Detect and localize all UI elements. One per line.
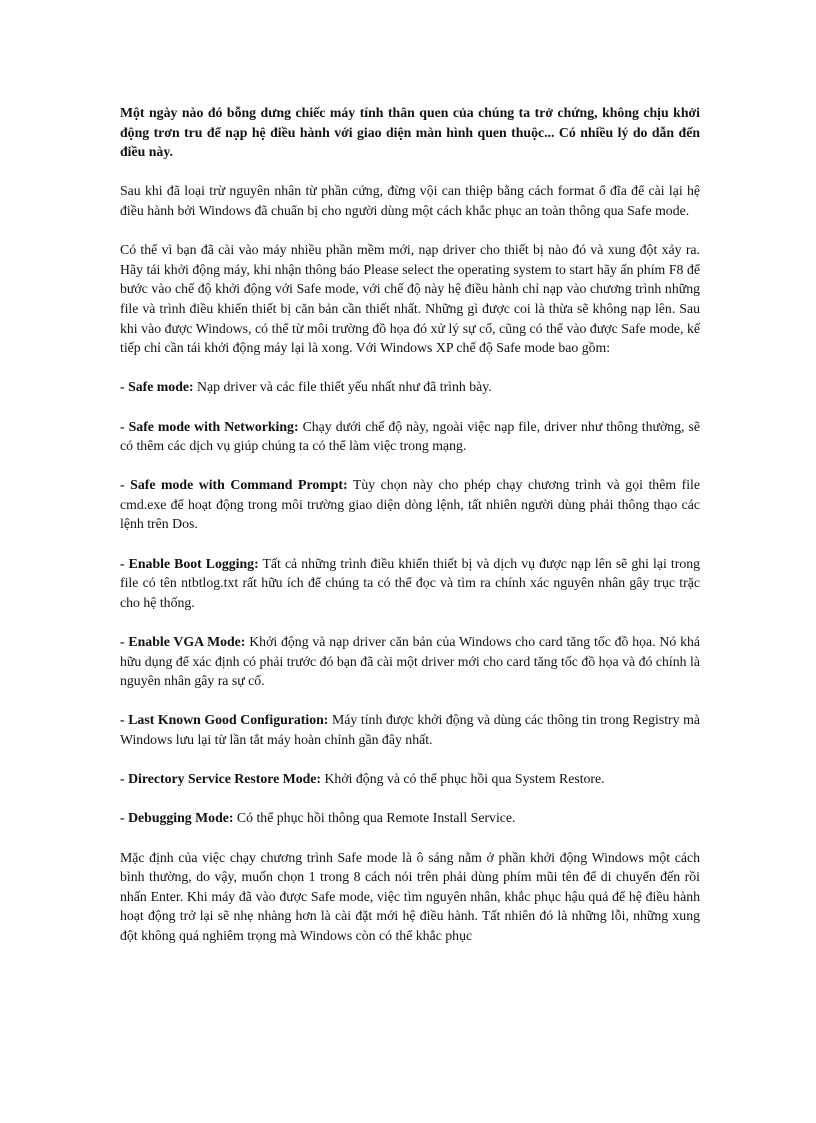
mode-term: Last Known Good Configuration: bbox=[128, 712, 329, 728]
mode-description: Tùy chọn này cho phép chạy chương trình và gọi thêm file cmd.exe để hoạt động trong môi trường giao diện dòng lệnh, tất nhiên người dùng phải thông thạo các lệnh trên Dos. bbox=[120, 477, 700, 532]
paragraph: Sau khi đã loại trừ nguyên nhân từ phần cứng, đừng vội can thiệp bằng cách format ổ đĩa để cài lại hệ điều hành bởi Windows đã chuẩn bị cho người dùng một cách khắc phục an toàn thông qua Safe mode. bbox=[120, 183, 700, 218]
mode-term: Directory Service Restore Mode: bbox=[128, 771, 322, 787]
mode-item-directory-service-restore bbox=[120, 769, 700, 789]
mode-item-enable-boot-logging bbox=[120, 554, 700, 613]
mode-term: Debugging Mode: bbox=[128, 810, 234, 826]
closing-paragraph: Mặc định của việc chạy chương trình Safe mode là ô sáng nằm ở phần khởi động Windows một cách bình thường, do vậy, muốn chọn 1 trong 8 cách nói trên phải dùng phím mũi tên để di chuyển đến rồi nhấn Enter. Khi máy đã vào được Safe mode, việc tìm nguyên nhân, khắc phục hậu quả để hệ điều hành hoạt động trở lại sẽ nhẹ nhàng hơn là cài đặt mới hệ điều hành. Tất nhiên đó là những lỗi, những xung đột không quá nghiêm trọng mà Windows còn có thể khắc phục bbox=[120, 849, 700, 943]
mode-item-debugging-mode bbox=[120, 808, 700, 828]
mode-item-safe-mode-command-prompt bbox=[120, 475, 700, 534]
mode-description: Chạy dưới chế độ này, ngoài việc nạp file, driver như thông thường, sẽ có thêm các dịch vụ giúp chúng ta có thể làm việc trong mạng. bbox=[120, 418, 701, 454]
mode-term: Safe mode with Networking: bbox=[128, 418, 299, 434]
intro-paragraph: Một ngày nào đó bỗng dưng chiếc máy tính thân quen của chúng ta trở chứng, không chịu khởi động trơn tru để nạp hệ điều hành với giao diện màn hình quen thuộc... Có nhiều lý do dẫn đến điều này. bbox=[120, 105, 700, 160]
mode-description: Khởi động và nạp driver căn bản của Windows cho card tăng tốc đồ họa. Nó khá hữu dụng để xác định có phải trước đó bạn đã cài một driver mới cho card tăng tốc đồ họa và đó chính là nguyên nhân gây ra sự cố. bbox=[120, 634, 701, 689]
list-dash: - bbox=[120, 634, 125, 650]
mode-item-safe-mode-networking bbox=[120, 417, 700, 456]
mode-term: Enable VGA Mode: bbox=[128, 634, 246, 650]
mode-description: Nạp driver và các file thiết yếu nhất như đã trình bày. bbox=[197, 379, 492, 395]
mode-description: Tất cả những trình điều khiển thiết bị và dịch vụ được nạp lên sẽ ghi lại trong file có tên ntbtlog.txt rất hữu ích để chúng ta có thể đọc và tìm ra chính xác nguyên nhân gây trục trặc cho hệ thống. bbox=[120, 555, 701, 610]
mode-description: Máy tính được khởi động và dùng các thông tin trong Registry mà Windows lưu lại từ lần tắt máy hoàn chỉnh gần đây nhất. bbox=[120, 712, 701, 747]
mode-description: Khởi động và có thể phục hồi qua System Restore. bbox=[324, 771, 605, 787]
list-dash: - bbox=[120, 712, 125, 728]
list-dash: - bbox=[120, 379, 125, 395]
mode-item-safe-mode bbox=[120, 377, 700, 397]
list-dash: - bbox=[120, 477, 125, 493]
mode-item-enable-vga-mode bbox=[120, 632, 700, 691]
document-page bbox=[120, 103, 700, 965]
list-dash: - bbox=[120, 418, 125, 434]
mode-description: Có thể phục hồi thông qua Remote Install Service. bbox=[236, 810, 516, 826]
list-dash: - bbox=[120, 810, 125, 826]
mode-term: Enable Boot Logging: bbox=[128, 555, 259, 571]
mode-term: Safe mode with Command Prompt: bbox=[130, 477, 348, 493]
mode-item-last-known-good bbox=[120, 710, 700, 749]
paragraph: Có thể vì bạn đã cài vào máy nhiều phần mềm mới, nạp driver cho thiết bị nào đó và xung đột xảy ra. Hãy tái khởi động máy, khi nhận thông báo Please select the operating system to start hãy ấn phím F8 để bước vào chế độ khởi động với Safe mode, với chế độ này hệ điều hành chỉ nạp vào chương trình những file và trình điều khiển thiết bị căn bản cần thiết nhất. Những gì được coi là thừa sẽ không nạp lên. Sau khi vào được Windows, có thể từ môi trường đồ họa đó xử lý sự cố, cũng có thể vào được Safe mode, kế tiếp chỉ cần tái khởi động máy lại là xong. Với Windows XP chế độ Safe mode bao gồm: bbox=[120, 242, 700, 356]
list-dash: - bbox=[120, 771, 125, 787]
mode-term: Safe mode: bbox=[128, 379, 194, 395]
list-dash: - bbox=[120, 555, 125, 571]
